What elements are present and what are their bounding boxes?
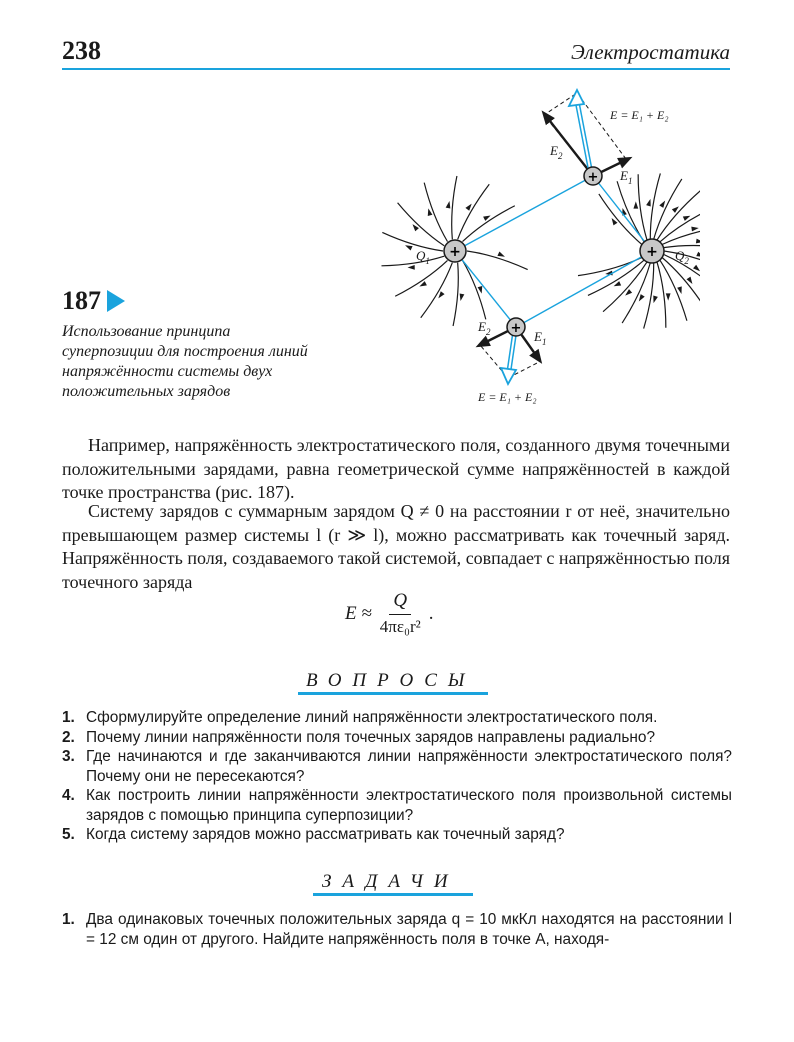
label-e2-top: $E_2$	[550, 143, 563, 161]
item-number: 4.	[62, 787, 75, 804]
test-point-bottom	[507, 318, 525, 336]
field-arrow	[646, 199, 651, 207]
field-arrow	[659, 201, 665, 208]
field-line	[421, 263, 453, 318]
item-number: 2.	[62, 728, 75, 746]
field-line	[662, 257, 700, 308]
field-arrow	[691, 227, 698, 232]
field-arrow	[672, 206, 679, 213]
field-line	[657, 262, 666, 328]
item-number: 1.	[62, 911, 75, 928]
formula-end: .	[428, 602, 434, 624]
field-arrow	[446, 201, 451, 209]
field-line	[462, 260, 485, 319]
field-arrow	[639, 294, 645, 301]
charge-q1	[444, 240, 466, 262]
label-e1-bottom: $E_1$	[534, 329, 547, 347]
field-arrow	[696, 252, 700, 257]
svg-text:+: +	[510, 321, 522, 336]
svg-text:+: +	[587, 170, 599, 185]
question-item	[62, 728, 732, 748]
field-line	[622, 263, 650, 323]
paragraph-2: Систему зарядов с суммарным зарядом Q ≠ 0 на расстоянии r от неё, значительно превышающем размер системы l (r ≫ l), можно рассматривать как точечный заряд. Напряжённость поля, создаваемого такой системой, совпадает с напряжённостью поля точечного заряда	[62, 501, 730, 592]
field-arrow	[405, 245, 413, 250]
field-line	[654, 179, 682, 239]
item-number: 1.	[62, 709, 75, 726]
field-line	[644, 263, 654, 329]
field-line	[398, 203, 445, 246]
field-arrow	[693, 265, 700, 272]
label-sum-bottom: E = E₁ + E₂	[478, 390, 537, 404]
field-line	[467, 251, 528, 270]
questions-list	[62, 708, 732, 845]
problems-rule	[313, 893, 473, 896]
figure-number	[62, 286, 312, 316]
item-text: Два одинаковых точечных положительных заряда q = 10 мкКл находятся на расстоянии l = 12 см один от другого. Найдите напряжённость поля в точке A, находя-	[86, 911, 732, 948]
field-lines-figure	[370, 88, 700, 418]
field-arrow	[497, 252, 505, 257]
item-number: 5.	[62, 826, 75, 843]
field-line	[453, 263, 458, 326]
formula-fraction	[380, 590, 421, 637]
field-line	[650, 173, 660, 239]
formula-denominator: 4πε₀r²	[379, 617, 421, 636]
test-point-top	[584, 167, 602, 185]
item-number: 3.	[62, 748, 75, 765]
item-text: Сформулируйте определение линий напряжённости электростатического поля.	[86, 709, 658, 726]
figure-caption-block	[62, 286, 312, 402]
label-q2: $Q_2$	[675, 248, 689, 266]
item-text: Почему линии напряжённости поля точечных зарядов направлены радиально?	[86, 728, 656, 746]
item-text: Как построить линии напряжённости электростатического поля произвольной системы зарядов с помощью принципа суперпозиции?	[86, 787, 732, 824]
field-line	[638, 174, 647, 240]
label-e2-bottom: $E_2$	[478, 319, 491, 337]
formula	[345, 590, 433, 637]
field-line	[660, 207, 700, 242]
field-line	[599, 194, 642, 245]
field-arrow	[666, 293, 671, 300]
field-arrow	[438, 291, 444, 298]
field-arrow	[465, 204, 471, 211]
questions-rule	[298, 692, 488, 695]
item-text: Когда систему зарядов можно рассматривать как точечный заряд?	[86, 826, 565, 843]
svg-text:+: +	[449, 244, 461, 260]
charge-q2	[640, 239, 664, 263]
question-item	[62, 747, 732, 786]
formula-numerator: Q	[389, 590, 411, 615]
problem-item	[62, 910, 732, 949]
figure-caption: Использование принципа суперпозиции для построения линий напряжённости системы двух положительных зарядов	[62, 323, 308, 400]
questions-title: ВОПРОСЫ	[306, 670, 476, 691]
field-arrow	[696, 239, 700, 244]
field-arrow	[625, 289, 632, 296]
field-arrow	[653, 296, 658, 304]
running-header: Электростатика	[570, 40, 730, 64]
field-line	[395, 260, 447, 296]
formula-lhs: E ≈	[345, 602, 372, 624]
field-line	[452, 176, 457, 239]
field-line	[462, 206, 514, 242]
figure-number-text: 187	[62, 286, 101, 315]
question-item	[62, 786, 732, 825]
label-q1: $Q_1$	[416, 248, 430, 266]
figure-marker-icon	[107, 290, 125, 312]
field-arrow	[460, 293, 465, 301]
field-line	[381, 256, 444, 266]
field-arrow	[677, 286, 682, 294]
page-number: 238	[62, 36, 101, 65]
problems-title: ЗАДАЧИ	[322, 871, 459, 892]
field-arrow	[478, 286, 483, 294]
field-arrow	[408, 265, 415, 270]
question-item	[62, 825, 732, 845]
field-arrow	[633, 201, 638, 208]
label-sum-top: E = E₁ + E₂	[610, 108, 669, 122]
header-rule	[62, 68, 730, 70]
question-item	[62, 708, 732, 728]
item-text: Где начинаются и где заканчиваются линии напряжённости электростатического поля? Почему они не пересекаются?	[86, 748, 732, 785]
field-arrow	[428, 208, 433, 216]
paragraph-1: Например, напряжённость электростатического поля, созданного двумя точечными положительными зарядами, равна геометрической сумме напряжённостей в каждой точке пространства (рис. 187).	[62, 435, 730, 502]
label-e1-top: $E_1$	[620, 168, 633, 186]
problems-list	[62, 910, 732, 949]
field-line	[660, 260, 687, 321]
top-point-vectors	[544, 90, 626, 176]
field-line	[458, 184, 490, 239]
field-line	[382, 232, 443, 251]
svg-text:+: +	[646, 244, 658, 260]
